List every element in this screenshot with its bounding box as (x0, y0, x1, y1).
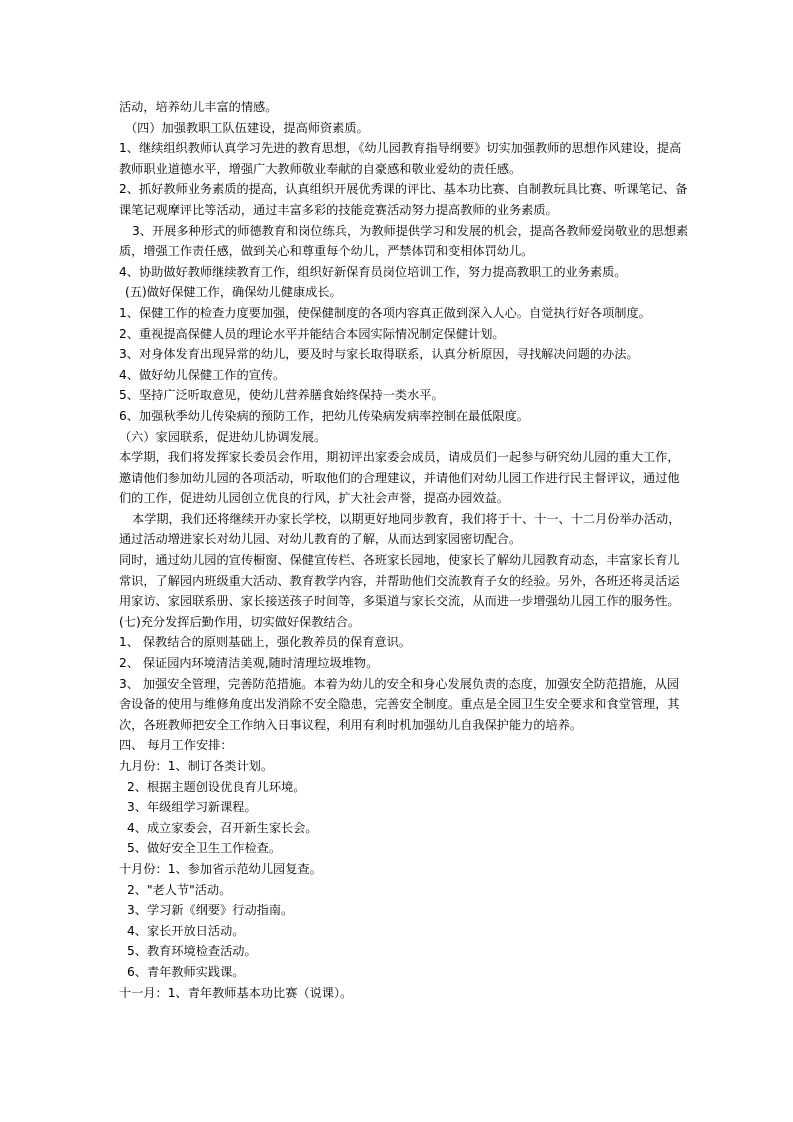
list-item: 4、家长开放日活动。 (127, 923, 245, 938)
text-line: 3、对身体发育出现异常的幼儿，要及时与家长取得联系，认真分析原因，寻找解决问题的办法。 (119, 347, 639, 362)
list-item: 3、年级组学习新课程。 (127, 800, 257, 815)
text-line: 质，增强工作责任感，做到关心和尊重每个幼儿，严禁体罚和变相体罚幼儿。 (119, 244, 534, 259)
section-heading: （四）加强教职工队伍建设，提高师资素质。 (125, 120, 369, 135)
text-line: 本学期，我们还将继续开办家长学校，以期更好地同步教育，我们将于十、十一、十二月份举办活动， (132, 511, 681, 526)
text-line: 1、 保教结合的原则基础上，强化教养员的保育意识。 (119, 635, 411, 650)
text-line: 4、做好幼儿保健工作的宣传。 (119, 367, 286, 382)
text-line: 本学期，我们将发挥家长委员会作用，期初评出家委会成员，请成员们一起参与研究幼儿园的重大工作， (119, 450, 680, 465)
text-line: 教师职业道德水平，增强广大教师敬业奉献的自豪感和敬业爱幼的责任感。 (119, 161, 522, 176)
list-item: 3、学习新《纲要》行动指南。 (127, 903, 294, 918)
list-item: 6、青年教师实践课。 (127, 964, 245, 979)
text-line: 次，各班教师把安全工作纳入日事议程，利用有利时机加强幼儿自我保护能力的培养。 (119, 717, 583, 732)
text-line: 2、重视提高保健人员的理论水平并能结合本园实际情况制定保健计划。 (119, 326, 505, 341)
month-heading: 十月份：1、参加省示范幼儿园复查。 (119, 861, 322, 876)
list-item: 2、"老人节"活动。 (127, 882, 232, 897)
text-line: 通过活动增进家长对幼儿园、对幼儿教育的了解，从而达到家园密切配合。 (119, 532, 522, 547)
text-line: 3、开展多种形式的师德教育和岗位练兵，为教师提供学习和发展的机会，提高各教师爱岗敬业的思想素 (132, 223, 689, 238)
text-line: 用家访、家园联系册、家长接送孩子时间等，多渠道与家长交流，从而进一步增强幼儿园工作的服务性。 (119, 594, 680, 609)
list-item: 2、根据主题创设优良育儿环境。 (127, 779, 306, 794)
section-heading: 四、 每月工作安排： (119, 738, 233, 753)
list-item: 5、做好安全卫生工作检查。 (127, 841, 282, 856)
text-line: 们的工作，促进幼儿园创立优良的行风，扩大社会声誉，提高办园效益。 (119, 491, 509, 506)
text-line: 2、抓好教师业务素质的提高，认真组织开展优秀课的评比、基本功比赛、自制教玩具比赛、听课笔记、备 (119, 182, 688, 197)
text-line: 活动，培养幼儿丰富的情感。 (119, 100, 278, 114)
list-item: 4、成立家委会，召开新生家长会。 (127, 820, 318, 835)
list-item: 5、教育环境检查活动。 (127, 944, 257, 959)
text-line: 邀请他们参加幼儿园的各项活动，听取他们的合理建议，并请他们对幼儿园工作进行民主督评议，通过他 (119, 470, 680, 485)
text-line: 课笔记观摩评比等活动，通过丰富多彩的技能竞赛活动努力提高教师的业务素质。 (119, 202, 558, 217)
text-line: 3、 加强安全管理，完善防范措施。本着为幼儿的安全和身心发展负责的态度，加强安全防范措施，从园 (119, 676, 680, 691)
text-line: 4、协助做好教师继续教育工作，组织好新保育员岗位培训工作，努力提高教职工的业务素质。 (119, 264, 627, 279)
text-line: 2、 保证园内环境清洁美观,随时清理垃圾堆物。 (119, 656, 379, 671)
month-heading: 九月份：1、制订各类计划。 (119, 759, 274, 773)
text-line: 常识，了解园内班级重大活动、教育教学内容，并帮助他们交流教育子女的经验。另外，各班还将灵活运 (119, 573, 680, 588)
text-line: 1、继续组织教师认真学习先进的教育思想，《幼儿园教育指导纲要》切实加强教师的思想作风建设，提高 (119, 141, 682, 156)
text-line: 1、保健工作的检查力度要加强，使保健制度的各项内容真正做到深入人心。自觉执行好各项制度。 (119, 305, 651, 320)
section-heading: （六）家园联系，促进幼儿协调发展。 (119, 429, 327, 444)
text-line: 同时，通过幼儿园的宣传橱窗、保健宣传栏、各班家长园地，使家长了解幼儿园教育动态，丰富家长育儿 (119, 553, 680, 568)
section-heading: (五)做好保健工作，确保幼儿健康成长。 (125, 285, 342, 300)
document-body (119, 97, 689, 1003)
text-line: 舍设备的使用与维修角度出发消除不安全隐患，完善安全制度。重点是全园卫生安全要求和食堂管理，其 (119, 697, 680, 712)
month-heading: 十一月：1、青年教师基本功比赛（说课）。 (119, 985, 353, 1000)
text-line: 5、坚持广泛听取意见，使幼儿营养膳食始终保持一类水平。 (119, 388, 444, 403)
section-heading: (七)充分发挥后勤作用，切实做好保教结合。 (119, 614, 361, 629)
text-line: 6、加强秋季幼儿传染病的预防工作，把幼儿传染病发病率控制在最低限度。 (119, 408, 529, 423)
